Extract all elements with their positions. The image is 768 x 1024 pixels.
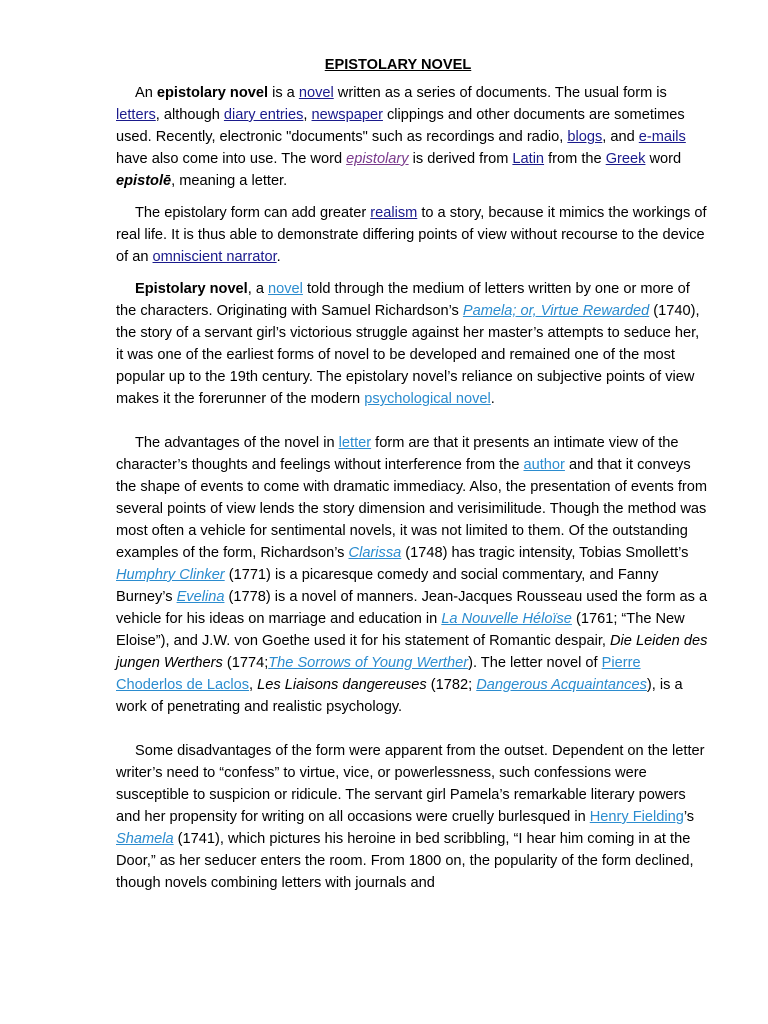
link-pierre-choderlos-de-laclos[interactable]: Pierre Choderlos de Laclos (116, 655, 641, 693)
link-blogs[interactable]: blogs (567, 129, 603, 145)
text: (1782; (426, 677, 477, 693)
link-clarissa-text: Clarissa (348, 545, 402, 561)
text: ’s (683, 809, 695, 825)
link-sorrows-of-young-werther[interactable] (268, 655, 468, 671)
text: The epistolary form can add greater (135, 205, 371, 221)
text: from the (544, 151, 606, 167)
text: form are that it presents an intimate view of the character’s thoughts and feelings without interference from the (116, 435, 679, 473)
link-pamela-text: Pamela; or, Virtue Rewarded (462, 303, 650, 319)
italic-title: Les Liaisons dangereuses (257, 677, 427, 693)
italic-title: Die Leiden des jungen Werthers (116, 633, 708, 671)
link-pamela[interactable] (463, 303, 649, 319)
link-epistolary-text: epistolary (346, 151, 409, 167)
text: is a (268, 85, 299, 101)
text: , (303, 107, 312, 123)
text: . (276, 249, 281, 265)
link-shamela[interactable] (116, 831, 174, 847)
text: ), is a work of penetrating and realistic psychology. (116, 677, 683, 715)
link-evelina-text: Evelina (176, 589, 225, 605)
text: , meaning a letter. (171, 173, 288, 189)
paragraph-definition (116, 82, 708, 192)
link-letter[interactable]: letter (338, 435, 372, 451)
link-novel[interactable]: novel (298, 85, 334, 101)
link-psychological-novel[interactable]: psychological novel (364, 391, 491, 407)
text: An (135, 85, 157, 101)
link-humphry-clinker-text: Humphry Clinker (116, 567, 225, 583)
link-omniscient-narrator[interactable]: omniscient narrator (152, 249, 277, 265)
paragraph-realism (116, 202, 708, 268)
text: , (249, 677, 258, 693)
text: (1761; “The New Eloise”), and J.W. von Goethe used it for his statement of Romantic despair, (116, 611, 685, 649)
paragraph-origins (116, 278, 708, 410)
link-letters[interactable]: letters (116, 107, 156, 123)
text: (1741), which pictures his heroine in bed scribbling, “I hear him coming in at the Door,” as her seducer enters the room. From 1800 on, the popularity of the form declined, though novels combining letters with journals and (116, 831, 694, 891)
paragraph-disadvantages (116, 740, 708, 894)
text: to a story, because it mimics the workings of real life. It is thus able to demonstrate differing points of view without recourse to the device of an (116, 205, 707, 265)
text: , a (247, 281, 269, 297)
text: (1740), the story of a servant girl’s victorious struggle against her master’s attempts to seduce her, it was one of the earliest forms of novel to be developed and remained one of the most popular up to the 19th century. The epistolary novel’s reliance on subjective points of view makes it the forerunner of the modern (116, 303, 700, 407)
link-evelina[interactable] (177, 589, 225, 605)
text: Some disadvantages of the form were apparent from the outset. Dependent on the letter writer’s need to “confess” to virtue, vice, or powerlessness, such confessions were susceptible to suspicion or ridicule. The servant girl Pamela’s remarkable literary powers and her propensity for writing on all occasions were cruelly burlesqued in (116, 743, 705, 825)
bold-term: epistolary novel (156, 85, 269, 101)
text: (1771) is a picaresque comedy and social commentary, and Fanny Burney’s (116, 567, 659, 605)
link-dangerous-acquaintances[interactable] (476, 677, 647, 693)
link-realism[interactable]: realism (370, 205, 418, 221)
text: The advantages of the novel in (135, 435, 339, 451)
text: (1774; (222, 655, 269, 671)
text: have also come into use. The word (116, 151, 347, 167)
text: . (490, 391, 495, 407)
link-diary-entries[interactable]: diary entries (223, 107, 304, 123)
link-henry-fielding[interactable]: Henry Fielding (589, 809, 684, 825)
text: (1778) is a novel of manners. Jean-Jacques Rousseau used the form as a vehicle for his ideas on marriage and education in (116, 589, 708, 627)
text: word (645, 151, 682, 167)
text: written as a series of documents. The usual form is (333, 85, 667, 101)
link-greek[interactable]: Greek (605, 151, 646, 167)
link-la-nouvelle-heloise[interactable] (441, 611, 572, 627)
link-dangerous-text: Dangerous Acquaintances (476, 677, 647, 693)
link-epistolary[interactable] (346, 151, 408, 167)
text: clippings and other documents are sometimes used. Recently, electronic "documents" such as recordings and radio, (116, 107, 685, 145)
document-title: EPISTOLARY NOVEL (324, 57, 472, 73)
text: , and (602, 129, 639, 145)
link-shamela-text: Shamela (116, 831, 174, 847)
paragraph-advantages (116, 432, 708, 718)
link-clarissa[interactable] (349, 545, 402, 561)
link-newspaper[interactable]: newspaper (311, 107, 383, 123)
link-la-nouvelle-heloise-text: La Nouvelle Héloïse (441, 611, 572, 627)
text: (1748) has tragic intensity, Tobias Smollett’s (401, 545, 689, 561)
link-latin[interactable]: Latin (512, 151, 545, 167)
text: and that it conveys the shape of events to come with dramatic immediacy. Also, the presentation of events from several points of view lends the story dimension and verisimilitude. Though the method was most often a vehicle for sentimental novels, it was not limited to them. Of the outstanding examples of the form, Richardson’s (116, 457, 708, 561)
link-novel-2[interactable]: novel (268, 281, 303, 297)
text: is derived from (408, 151, 513, 167)
text: told through the medium of letters written by one or more of the characters. Originating with Samuel Richardson’s (116, 281, 690, 319)
link-author[interactable]: author (523, 457, 565, 473)
link-sorrows-text: The Sorrows of Young Werther (268, 655, 469, 671)
link-e-mails[interactable]: e-mails (638, 129, 686, 145)
text: ). The letter novel of (468, 655, 602, 671)
bold-italic-term: epistolē (116, 173, 172, 189)
bold-term: Epistolary novel (135, 281, 248, 297)
text: , although (155, 107, 224, 123)
link-humphry-clinker[interactable] (116, 567, 225, 583)
